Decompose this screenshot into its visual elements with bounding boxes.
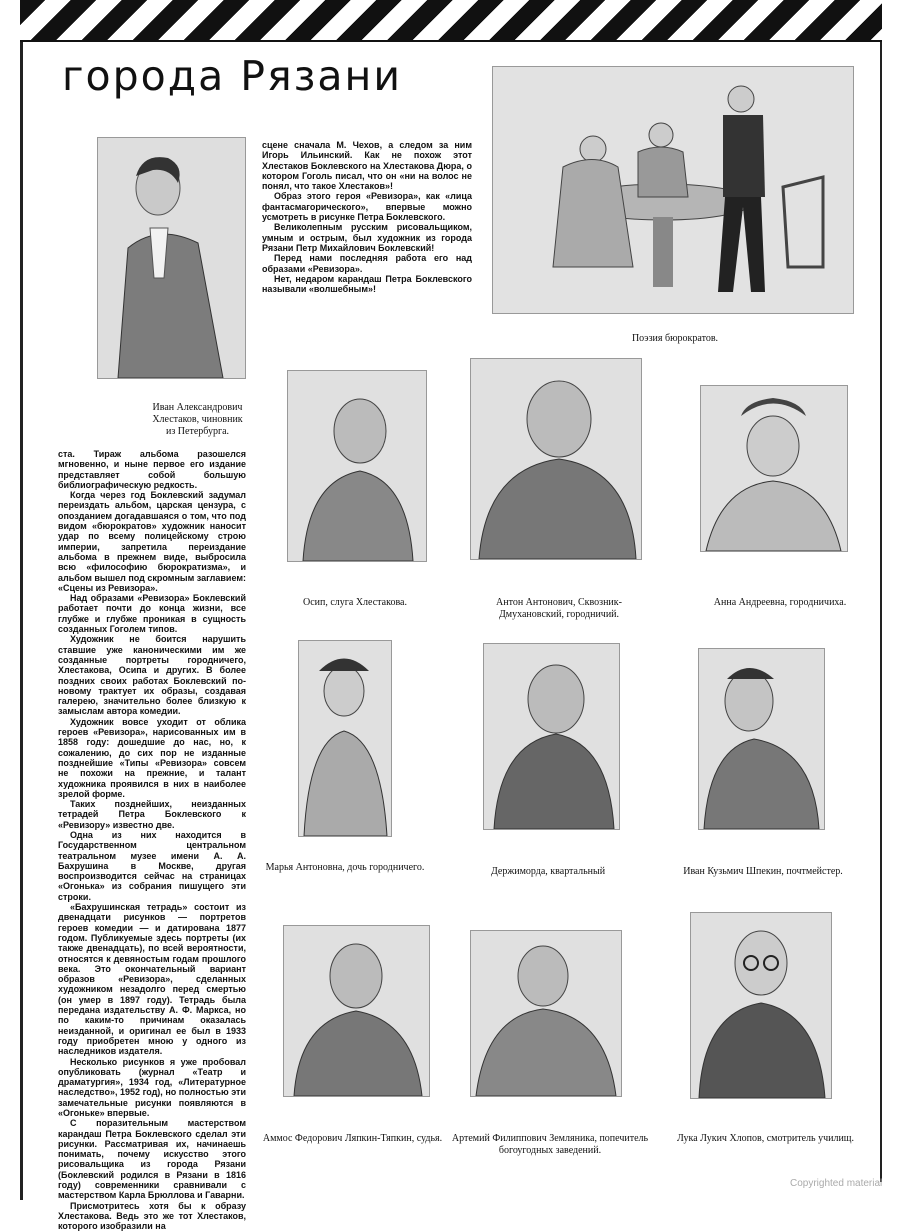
intro-article-column bbox=[262, 140, 472, 294]
derzhimorda-portrait bbox=[483, 643, 620, 830]
main-paragraph: Художник вовсе уходит от облика героев «Ревизора», нарисованных им в 1858 году: дошедшие до нас, но, к сожалению, до сих пор не изданные позднейшие «Типы «Ревизора» совсем не похожи на прежние, и талант художника проявился в них в наиболее зрелой форме. bbox=[58, 716, 246, 799]
osip-portrait bbox=[287, 370, 427, 562]
intro-paragraph: сцене сначала М. Чехов, а следом за ним Игорь Ильинский. Как не похож этот Хлестаков Боклевского на Хлестакова Дюра, о котором Гоголь писал, что он «ни на волос не понял, что такое Хлестаков»! bbox=[262, 140, 472, 192]
main-article-column bbox=[58, 449, 246, 1232]
intro-paragraph: Нет, недаром карандаш Петра Боклевского называли «волшебным»! bbox=[262, 273, 472, 295]
poetry-bureaucrats-illustration bbox=[492, 66, 854, 314]
main-paragraph: Присмотритесь хотя бы к образу Хлестакова. Ведь это же тот Хлестаков, которого изобразили на bbox=[58, 1200, 246, 1232]
caption-anna: Анна Андреевна, городничиха. bbox=[713, 597, 847, 608]
caption-marya: Марья Антоновна, дочь городничего. bbox=[265, 862, 425, 873]
caption-derzhimorda: Держиморда, квартальный bbox=[490, 866, 606, 877]
shpekin-portrait bbox=[698, 648, 825, 830]
khlestakov-portrait bbox=[97, 137, 246, 379]
caption-khlopov: Лука Лукич Хлопов, смотритель училищ. bbox=[677, 1133, 854, 1144]
intro-paragraph: Великолепным русским рисовальщиком, умным и острым, был художник из города Рязани Петр Михайлович Боклевский! bbox=[262, 222, 472, 253]
main-paragraph: Художник не боится нарушить ставшие уже каноническими им же созданные портреты городничего, Хлестакова, Осипа и других. В более поздних своих работах Боклевский по-новому трактует их образы, создавая галерею, значительно более близкую к замыслам автора комедии. bbox=[58, 634, 246, 717]
caption-lyapkin: Аммос Федорович Ляпкин-Тяпкин, судья. bbox=[262, 1133, 443, 1144]
main-paragraph: Когда через год Боклевский задумал переиздать альбом, царская цензура, с опозданием догадавшаяся о том, что под видом «бюрократов» художник наносит удар по всему полицейскому строю империи, запретила переиздание альбома в прежнем виде, выбросила всю «философию бюрократизма», и альбом вышел под скромным заглавием: «Сцены из Ревизора». bbox=[58, 490, 246, 593]
copyright-watermark: Copyrighted material bbox=[790, 1178, 883, 1189]
page-left-rule bbox=[20, 42, 23, 1200]
lyapkin-portrait bbox=[283, 925, 430, 1097]
caption-zemlyanika: Артемий Филиппович Земляника, попечитель богоугодных заведений. bbox=[451, 1133, 649, 1156]
gorodnichiy-portrait bbox=[470, 358, 642, 560]
intro-paragraph: Перед нами последняя работа его над образами «Ревизора». bbox=[262, 253, 472, 274]
caption-osip: Осип, слуга Хлестакова. bbox=[303, 597, 407, 608]
main-paragraph: Таких позднейших, неизданных тетрадей Петра Боклевского к «Ревизору» известно две. bbox=[58, 799, 246, 830]
page-title: города Рязани bbox=[62, 52, 403, 100]
intro-paragraph: Образ этого героя «Ревизора», как «лица фантасмагорического», впервые можно усмотреть в рисунке Петра Боклевского. bbox=[262, 191, 472, 223]
main-paragraph: ста. Тираж альбома разошелся мгновенно, и ныне первое его издание представляет собой большую библиографическую редкость. bbox=[58, 449, 246, 490]
caption-poetry: Поэзия бюрократов. bbox=[631, 333, 719, 344]
main-paragraph: Одна из них находится в Государственном центральном театральном музее имени А. А. Бахрушина в Москве, другая воспроизводится сейчас на страницах «Огонька» из собрания пишущего эти строки. bbox=[58, 829, 246, 902]
zemlyanika-portrait bbox=[470, 930, 622, 1097]
main-paragraph: Несколько рисунков я уже пробовал опубликовать (журнал «Театр и драматургия», 1934 год, «Литературное наследство», 1952 год), но полностью эти замечательные рисунки появляются в «Огоньке» впервые. bbox=[58, 1056, 246, 1118]
caption-shpekin: Иван Кузьмич Шпекин, почтмейстер. bbox=[683, 866, 843, 877]
marya-portrait bbox=[298, 640, 392, 837]
main-paragraph: Над образами «Ревизора» Боклевский работает почти до конца жизни, все глубже и глубже проникая в сущность созданных Гоголем типов. bbox=[58, 593, 246, 635]
caption-gorodnichiy: Антон Антонович, Сквозник-Дмухановский, городничий. bbox=[496, 597, 622, 620]
main-paragraph: С поразительным мастерством карандаш Петра Боклевского сделал эти рисунки. Рассматривая их, начинаешь понимать, почему искусство этого рисовальщика из города Рязани (Боклевский родился в Рязани в 1816 году) современники сравнивали с мастерством Карла Брюллова и Гаварни. bbox=[58, 1118, 246, 1201]
khlopov-portrait bbox=[690, 912, 832, 1099]
page-right-rule bbox=[880, 42, 882, 1182]
caption-khlestakov: Иван Александрович Хлестаков, чиновник из Петербурга. bbox=[152, 402, 243, 437]
anna-portrait bbox=[700, 385, 848, 552]
decorative-stripe-border bbox=[20, 0, 882, 42]
main-paragraph: «Бахрушинская тетрадь» состоит из двенадцати рисунков — портретов героев комедии — и датирована 1877 годом. Публикуемые здесь портреты (их также двенадцать), по всей вероятности, относятся к девяностым годам прошлого века. Это окончательный вариант образов «Ревизора», сделанных художником незадолго перед смертью (он умер в 1897 году). Тетрадь была передана издательству А. Ф. Маркса, но по каким-то причинам оказалась неизданной, и оригинал ее был в 1933 году приобретен мною у одного из наследников издателя. bbox=[58, 902, 246, 1057]
